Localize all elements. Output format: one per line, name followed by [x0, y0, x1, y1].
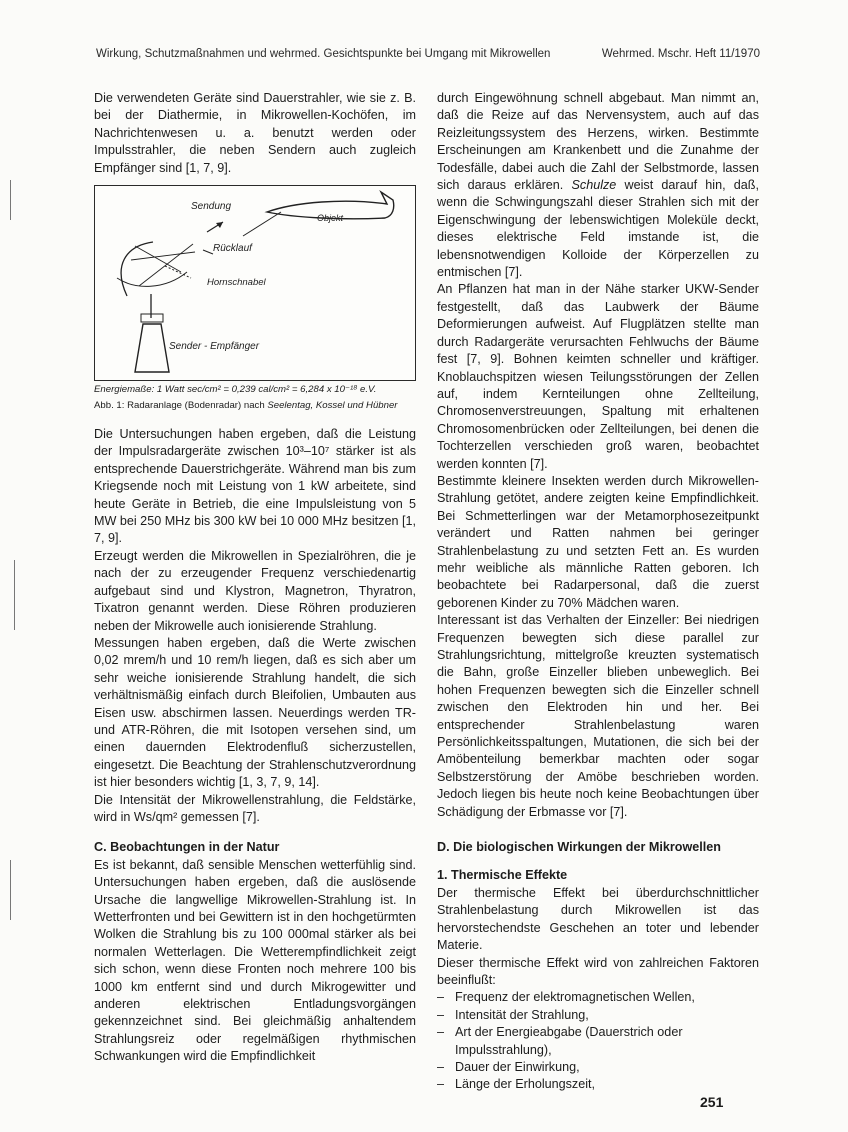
body-paragraph — [437, 90, 759, 281]
antenna-dish-rim — [117, 272, 187, 286]
section-c-paragraph: Es ist bekannt, daß sensible Menschen wetterfühlig sind. Untersuchungen haben ergeben, daß die auslösende Ursache die langwellige Mikrowellen-Strahlung ist. In Wetterfronten und bei Gewittern ist in den hochgetürmten Wolken die Strahlung bis zu 100 000mal stärker als bei normalen Wetterlagen. Die Wetterempfindlichkeit zeigt sich schon, wenn diese Fronten noch mehrere 100 bis 1000 km entfernt sind und durch Mikrogewitter und anderen elektrischen Entladungsvorgängen gekennzeichnet sind. Bei gleichmäßig anhaltendem Strahlungsreiz oder regelmäßigen rhythmischen Schwankungen wird die Empfindlichkeit — [94, 857, 416, 1064]
section-c-heading: C. Beobachtungen in der Natur — [94, 840, 280, 855]
list-item: – Frequenz der elektromagnetischen Wellen, — [437, 989, 759, 1006]
body-paragraph: Messungen haben ergeben, daß die Werte zwischen 0,02 mrem/h und 10 rem/h liegen, daß es sich aber um sehr weiche ionisierende Strahlung handelt, die sich verhältnismäßig einfach durch Bleifolien, Umbauten aus Eisen usw. abschirmen lassen. Neuerdings werden TR- und ATR-Röhren, die mit Isotopen versehen sind, um einen dauernden Elektrodenfluß sicherzustellen, eingesetzt. Die Beachtung der Strahlenschutzverordnung ist hier besonders wichtig [1, 3, 7, 9, 14]. — [94, 635, 416, 790]
text-run: durch Eingewöhnung schnell abgebaut. Man nimmt an, daß die Reize auf das Nervensystem, auch auf das Reizleitungssystem des Herzens, wirken. Bestimmte Erscheinungen am Krankenbett und die Zunahme der Todesfälle, dabei auch die Zahl der Selbstmorde, lassen sich daraus erklären. — [437, 91, 759, 193]
running-header — [96, 48, 760, 60]
body-paragraph: Die Intensität der Mikrowellenstrahlung, die Feldstärke, wird in Ws/qm² gemessen [7]. — [94, 792, 416, 824]
label-hornschnabel: Hornschnabel — [207, 277, 266, 289]
body-paragraph: Der thermische Effekt bei überdurchschnittlicher Strahlenbelastung durch Mikrowellen ist das hervorstechendste Geschehen an toter und lebender Materie. — [437, 885, 759, 953]
label-sender-empfaenger: Sender - Empfänger — [169, 341, 260, 353]
running-header-title: Wirkung, Schutzmaßnahmen und wehrmed. Gesichtspunkte bei Umgang mit Mikrowellen — [96, 48, 551, 60]
running-header-journal: Wehrmed. Mschr. Heft 11/1970 — [601, 48, 760, 60]
body-paragraph: Bestimmte kleinere Insekten werden durch Mikrowellen-Strahlung getötet, andere zeigten keine Empfindlichkeit. Bei Schmetterlingen war der Metamorphosezeitpunkt verändert und Ratten nahmen bei geringer Strahlenbelastung zu und setzten Fett an. Es wurden mehr weibliche als männliche Ratten geboren. Ich beobachtete bei Radarpersonal, daß die zuerst geborenen Kinder zu 70% Mädchen waren. — [437, 473, 759, 610]
right-column — [437, 90, 759, 1094]
figure-caption — [94, 400, 416, 412]
ruecklauf-arrow — [203, 250, 213, 254]
label-ruecklauf: Rücklauf — [213, 243, 252, 255]
sender-empfaenger-base — [135, 324, 169, 372]
list-item: – Dauer der Einwirkung, — [437, 1059, 759, 1076]
beam-line — [131, 252, 195, 260]
energy-units-note: Energiemaße: 1 Watt sec/cm² = 0,239 cal/cm² = 6,284 x 10⁻¹⁸ e.V. — [94, 384, 377, 396]
label-sendung: Sendung — [191, 201, 232, 213]
section-d-heading: D. Die biologischen Wirkungen der Mikrowellen — [437, 840, 721, 855]
caption-prefix: Abb. 1: Radaranlage (Bodenradar) nach — [94, 400, 268, 412]
radar-figure — [94, 185, 416, 381]
body-paragraph: Die Untersuchungen haben ergeben, daß die Leistung der Impulsradargeräte zwischen 10³–10⁷ stärker ist als entsprechende Dauerstrichgeräte. Während man bis zum Kriegsende noch mit Leistung von 1 kW arbeitete, sind heute Geräte in Betrieb, die eine Impulsleistung von 5 MW bei 250 MHz bis 300 kW bei 10 000 MHz besitzen [1, 7, 9]. — [94, 427, 416, 546]
list-item: – Länge der Erholungszeit, — [437, 1076, 759, 1093]
author-name: Schulze — [571, 178, 617, 193]
left-column — [94, 90, 416, 1066]
body-paragraph: An Pflanzen hat man in der Nähe starker UKW-Sender festgestellt, daß das Laubwerk der Bäume Deformierungen aufweist. Auf Flugplätzen stellte man durch Radargeräte verursachten Fehlwuchs der Bäume fest [7, 9]. Bohnen keimten schneller und kräftiger. Knoblauchspitzen wiesen Teilungsstörungen der Zellen auf, indem Kernteilungen ohne Zellteilung, Chromosenverstreuungen, Spaltung mit erhaltenen Chromosomenbrücken oder Zellteilungen, bei denen die Tochterzellen verschieden groß waren, beobachtet werden konnten [7]. — [437, 282, 759, 471]
body-paragraph: Interessant ist das Verhalten der Einzeller: Bei niedrigen Frequenzen bewegten sich diese parallel zur Strahlungsrichtung, mittelgroße kreuzten systematisch die Bahn, große Einzeller blieben unbeweglich. Bei hohen Frequenzen bewegten sich die Einzeller schnell zwischen den Elektroden hin und her. Bei entsprechender Strahlenbelastung waren Persönlichkeitsspaltungen, Mutationen, die sich bei der Amöbenteilung bemerkbar machten oder sogar Selbstzerstörung der Amöbe beschrieben worden. Jedoch liegen bis heute noch keine Beobachtungen über Schädigung der Erbmasse vor [7]. — [437, 613, 759, 819]
sendung-line — [243, 212, 281, 236]
antenna-mount — [141, 314, 163, 322]
scan-margin-mark — [10, 180, 11, 220]
page-number: 251 — [700, 1094, 724, 1110]
sendung-arrow-head — [216, 222, 223, 228]
body-paragraph: Dieser thermische Effekt wird von zahlreichen Faktoren beeinflußt: — [437, 955, 759, 987]
label-objekt: Objekt — [317, 213, 344, 224]
scan-margin-mark — [10, 860, 11, 920]
antenna-dish — [121, 242, 153, 296]
hornschnabel-pointer — [165, 266, 191, 278]
body-paragraph: Erzeugt werden die Mikrowellen in Spezialröhren, die je nach der zu erzeugender Frequenz verschiedenartig aufgebaut sind und Klystron, Magnetron, Thyratron, Tixatron genannt werden. Diese Röhren produzieren neben der Mikrowelle auch ionisierende Strahlung. — [94, 548, 416, 633]
list-item: – Intensität der Strahlung, — [437, 1007, 759, 1024]
subsection-1-heading: 1. Thermische Effekte — [437, 868, 568, 883]
caption-authors: Seelentag, Kossel und Hübner — [267, 400, 398, 412]
intro-paragraph: Die verwendeten Geräte sind Dauerstrahler, wie sie z. B. bei der Diathermie, in Mikrowellen-Kochöfen, im Nachrichtenwesen u. a. benutzt werden oder Impulsstrahler, die neben Sendern auch zugleich Empfänger sind [1, 7, 9]. — [94, 91, 416, 175]
list-item: – Art der Energieabgabe (Dauerstrich oder Impulsstrahlung), — [437, 1024, 759, 1059]
scan-margin-mark — [14, 560, 15, 630]
beam-line — [139, 244, 193, 286]
text-run: weist darauf hin, daß, wenn die Schwingungszahl dieser Strahlen sich mit der Eigenschwingung der lebenswichtigen Moleküle deckt, dieses elektrische Feld imstande ist, die lebensnotwendigen Kolloide der Körperzellen zu entmischen [7]. — [437, 178, 760, 280]
factor-list — [437, 989, 759, 1093]
